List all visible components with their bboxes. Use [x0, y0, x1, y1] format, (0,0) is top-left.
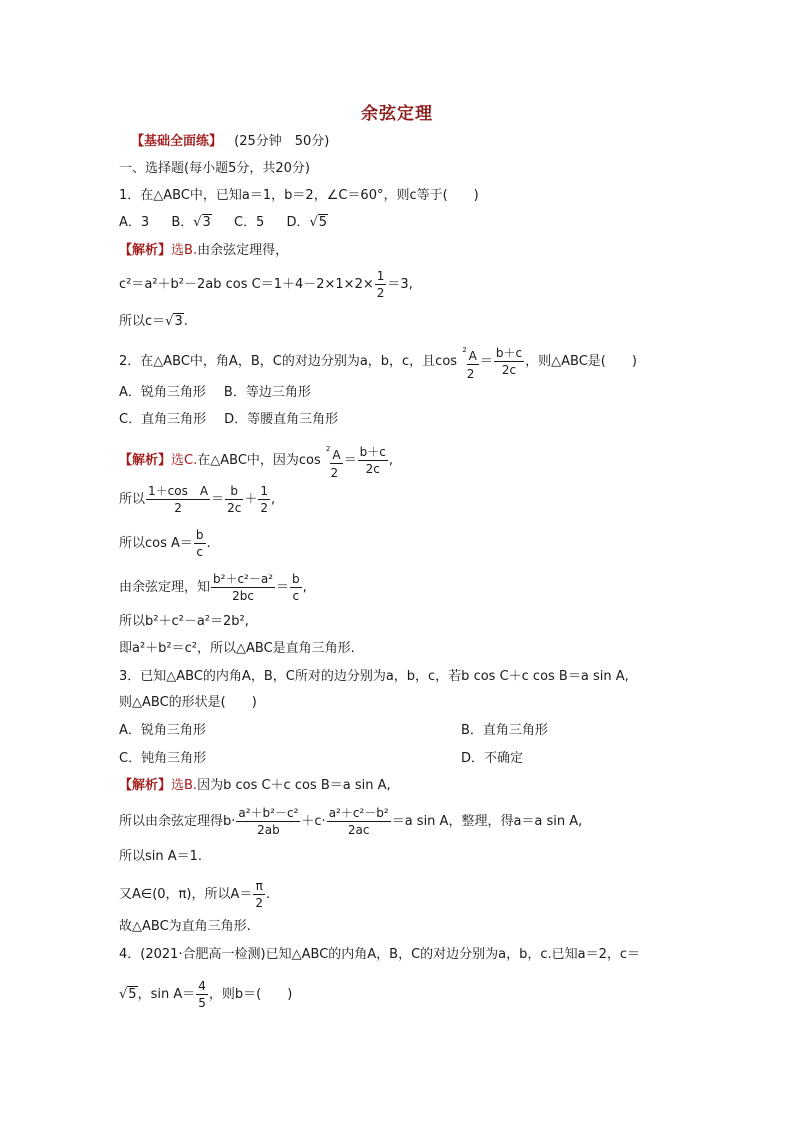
solution-answer: 选C. [171, 453, 198, 468]
page-title: 余弦定理 [361, 104, 433, 124]
equation-text: c²＝a²＋b²－2ab cos C＝1＋4－2×1×2× [119, 277, 374, 292]
fraction: $\frac{\text{1＋cos A}}{2}$ [148, 484, 209, 515]
section-label: 【基础全面练】 [131, 134, 223, 149]
option-b: B．等边三角形 [223, 385, 311, 400]
fraction: $\frac{b+c}{2c}$ [495, 346, 523, 377]
option-c: C．直角三角形 [119, 412, 207, 427]
fraction: $^2$ A 2 [325, 445, 341, 480]
question-3-step-4: 又A∈(0，π)，所以A＝ $\frac{\pi}{2}$ . [119, 879, 271, 910]
option-b: B．直角三角形 [461, 723, 548, 738]
question-1-options [119, 214, 328, 232]
fraction: $\frac{1}{2}$ [376, 269, 385, 300]
question-3-stem-2: 则△ABC的形状是( ) [119, 695, 257, 710]
option-c: C．钝角三角形 [119, 751, 207, 766]
solution-label: 【解析】 [119, 243, 172, 258]
fraction: $\frac{\pi}{2}$ [255, 879, 263, 910]
fraction: $\frac{b}{2c}$ [227, 484, 242, 515]
fraction: $\frac{1}{2}$ [260, 484, 268, 515]
equation-result: ＝3, [387, 277, 413, 292]
question-2-solution: 【解析】选C.在△ABC中，因为cos $^2$ A 2 ＝ $\frac{b+c}{2c}$ , [119, 440, 393, 481]
option-c: C．5 [233, 215, 265, 230]
section-header [131, 133, 329, 151]
question-2-step-4: 由余弦定理，知 $\frac{\text{b²＋c²－a²}}{2bc}$ ＝ $\frac{b}{c}$ , [119, 572, 307, 603]
question-2-options-row2 [119, 411, 338, 429]
question-2-step-2: 所以 $\frac{\text{1＋cos A}}{2}$ ＝ $\frac{b}{2c}$ ＋ $\frac{1}{2}$ , [119, 484, 276, 515]
question-3-step-5: 故△ABC为直角三角形. [119, 919, 251, 934]
question-2-options-row1 [119, 384, 311, 402]
question-1-stem: 1．在△ABC中，已知a＝1，b＝2，∠C＝60°，则c等于( ) [119, 188, 479, 203]
fraction: $\frac{b}{c}$ [292, 572, 300, 603]
option-d: D．不确定 [461, 751, 524, 766]
fraction: $\frac{b+c}{2c}$ [359, 445, 386, 476]
question-3-options-row1 [119, 722, 548, 740]
option-a: A．锐角三角形 [119, 723, 206, 738]
question-4-stem-1: 4．(2021·合肥高一检测)已知△ABC的内角A，B，C的对边分别为a，b，c.已知a＝2，c＝ [119, 947, 641, 962]
solution-label: 【解析】 [119, 453, 172, 468]
solution-answer: 选B. [171, 778, 198, 793]
question-3-step-3: 所以sin A＝1. [119, 849, 203, 864]
fraction: $\frac{4}{5}$ [198, 979, 206, 1010]
option-d: D．等腰直角三角形 [224, 412, 339, 427]
fraction: $\frac{b}{c}$ [195, 528, 204, 559]
question-1-solution [119, 242, 288, 260]
question-2-step-5: 所以b²＋c²－a²＝2b², [119, 614, 249, 629]
option-a: A．3 [119, 215, 150, 230]
question-3-step-2: 所以由余弦定理得b· $\frac{\text{a²＋b²－c²}}{2ab}$ ＋c· $\frac{\text{a²＋c²－b²}}{2ac}$ ＝a sin A，整理，得a＝a sin A, [119, 806, 583, 837]
question-2-step-6: 即a²＋b²＝c²，所以△ABC是直角三角形. [119, 641, 355, 656]
question-3-stem-1: 3．已知△ABC的内角A，B，C所对的边分别为a，b，c，若b cos C＋c cos B＝a sin A, [119, 669, 629, 684]
fraction: $\frac{\text{b²＋c²－a²}}{2bc}$ [213, 572, 274, 603]
option-b: B．√3 [171, 215, 211, 230]
solution-text: 由余弦定理得， [197, 243, 289, 258]
question-2-step-3: 所以cos A＝ $\frac{b}{c}$ . [119, 528, 211, 559]
option-a: A．锐角三角形 [119, 385, 206, 400]
part-heading: 一、选择题(每小题5分，共20分) [119, 161, 310, 176]
fraction: $\frac{\text{a²＋b²－c²}}{2ab}$ [238, 806, 299, 837]
solution-answer: 选B. [171, 243, 198, 258]
section-time: (25分钟 50分) [234, 134, 330, 149]
question-3-solution: 【解析】选B.因为b cos C＋c cos B＝a sin A, [119, 778, 391, 793]
option-d: D．√5 [286, 215, 328, 230]
solution-label: 【解析】 [119, 778, 172, 793]
fraction: $^2$ A 2 [462, 346, 477, 381]
question-2-stem: 2．在△ABC中，角A，B，C的对边分别为a，b，c，且cos $^2$ A 2 ＝ $\frac{b+c}{2c}$ ，则△ABC是( ) [119, 341, 637, 382]
question-1-conclusion: 所以c＝√3. [119, 314, 188, 329]
fraction: $\frac{\text{a²＋c²－b²}}{2ac}$ [328, 806, 389, 837]
question-1-equation [119, 268, 413, 301]
question-4-stem-2: √5，sin A＝ $\frac{4}{5}$ ，则b＝( ) [119, 979, 293, 1010]
question-3-options-row2 [119, 750, 524, 768]
